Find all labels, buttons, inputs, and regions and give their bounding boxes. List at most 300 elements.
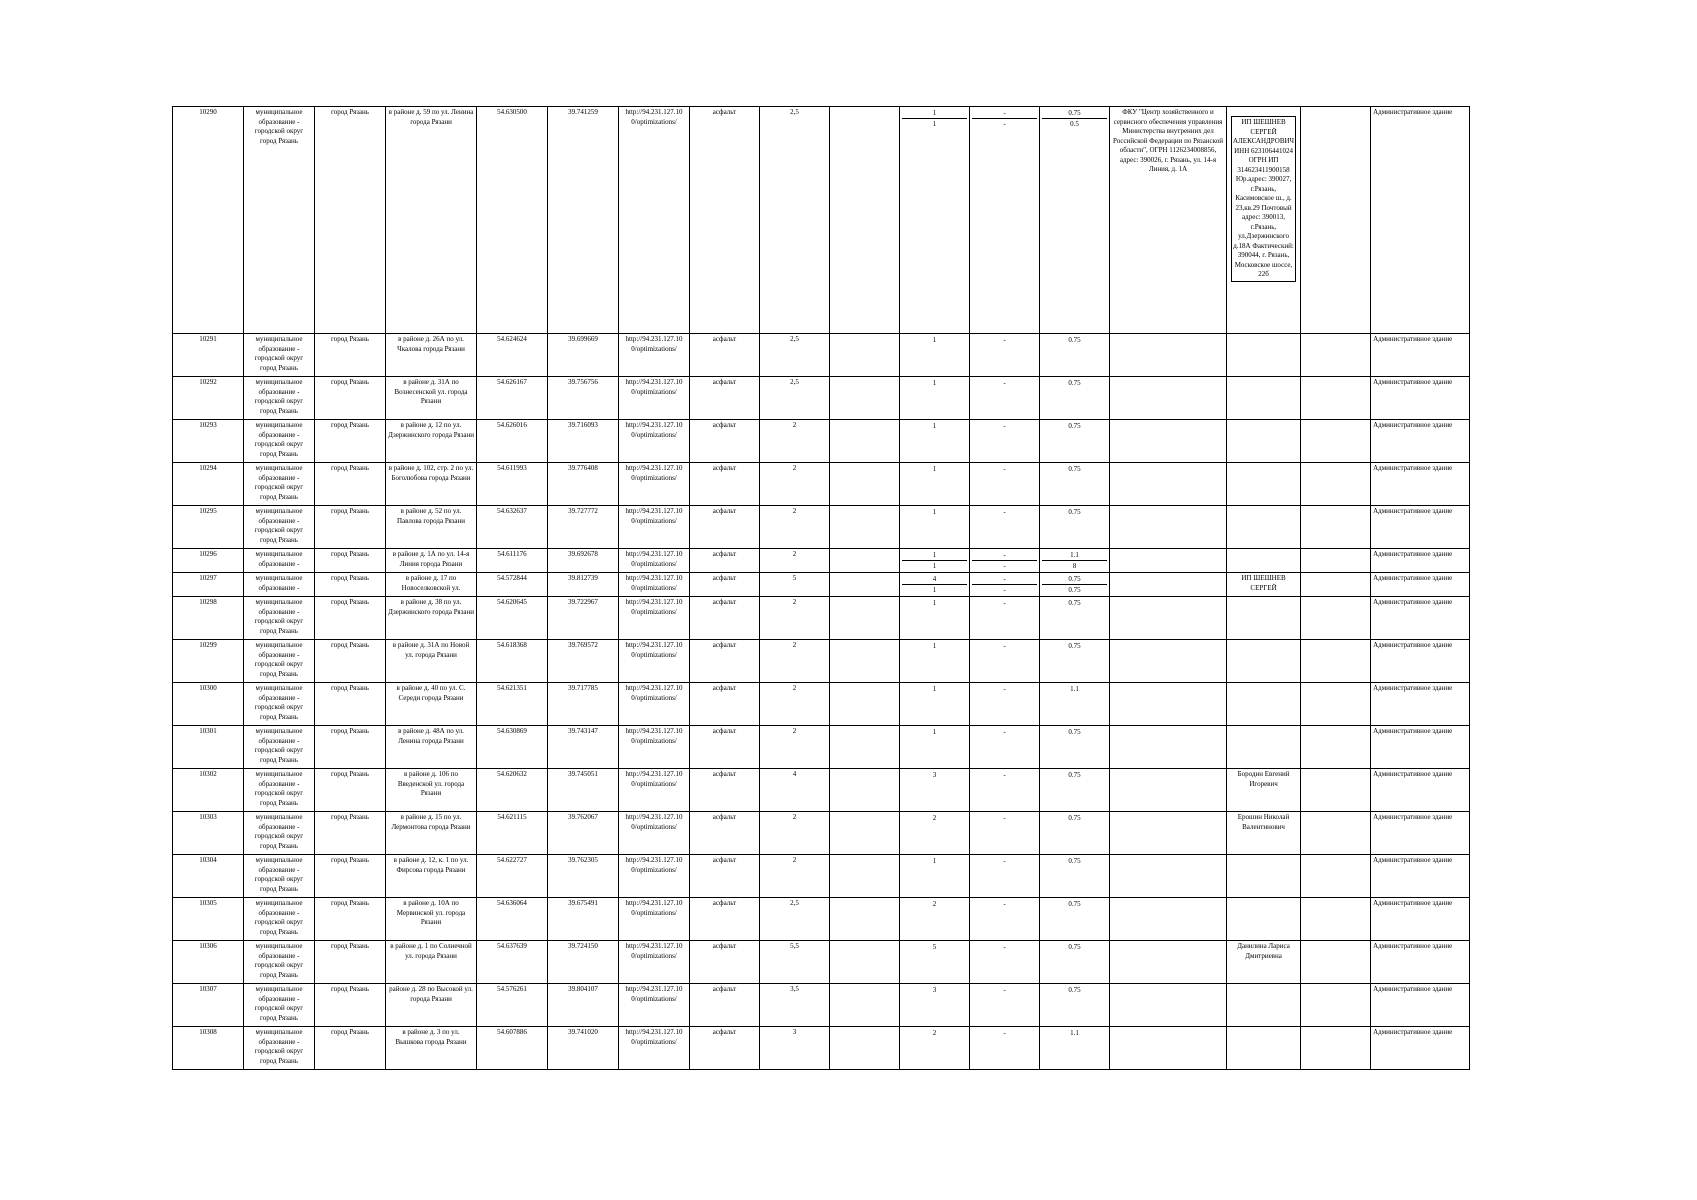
longitude-cell: 39.776408	[548, 463, 619, 506]
source-cell: Административное здание	[1371, 463, 1470, 506]
holder-cell	[1110, 769, 1227, 812]
area-cell: 2	[760, 463, 830, 506]
empty-cell	[830, 941, 900, 984]
address-cell: в районе д. 1 по Солнечной ул. города Рязани	[386, 941, 477, 984]
municipality-cell: муниципальное образование - городской округ город Рязань	[244, 107, 315, 334]
planned-count-cell-value: -	[1003, 857, 1006, 865]
empty-cell	[830, 1027, 900, 1070]
container-count-cell	[900, 463, 970, 506]
row-number: 10293	[173, 420, 244, 463]
container-count-cell-value: 3	[932, 771, 937, 779]
volume-cell	[1040, 420, 1110, 463]
empty-cell	[1301, 812, 1371, 855]
municipality-cell: муниципальное образование - городской округ город Рязань	[244, 463, 315, 506]
address-cell: в районе д. 12 по ул. Дзержинского города Рязани	[386, 420, 477, 463]
planned-count-cell-value: -	[1003, 120, 1006, 128]
empty-cell	[830, 812, 900, 855]
container-count-cell-value: 1	[932, 599, 937, 607]
longitude-cell: 39.717785	[548, 683, 619, 726]
locality-cell: город Рязань	[315, 726, 386, 769]
container-count-cell-value: 4	[902, 574, 967, 585]
empty-cell	[1301, 855, 1371, 898]
row-number: 10302	[173, 769, 244, 812]
empty-cell	[830, 549, 900, 573]
table-row	[173, 941, 1470, 984]
municipality-cell: муниципальное образование - городской округ город Рязань	[244, 506, 315, 549]
empty-cell	[1301, 334, 1371, 377]
longitude-cell: 39.762305	[548, 855, 619, 898]
volume-cell-value: 0.75	[1068, 642, 1081, 650]
holder-cell	[1110, 377, 1227, 420]
table-row	[173, 549, 1470, 573]
surface-cell: асфальт	[690, 597, 760, 640]
map-link-cell: http://94.231.127.10 0/optimizations/	[619, 898, 690, 941]
row-number: 10299	[173, 640, 244, 683]
holder-cell	[1110, 597, 1227, 640]
map-link-cell: http://94.231.127.10 0/optimizations/	[619, 420, 690, 463]
area-cell: 2	[760, 683, 830, 726]
empty-cell	[1301, 984, 1371, 1027]
latitude-cell: 54.622727	[477, 855, 548, 898]
municipality-cell: муниципальное образование - городской округ город Рязань	[244, 377, 315, 420]
area-cell: 2	[760, 506, 830, 549]
source-cell: Административное здание	[1371, 941, 1470, 984]
row-number: 10300	[173, 683, 244, 726]
latitude-cell: 54.632637	[477, 506, 548, 549]
volume-cell	[1040, 640, 1110, 683]
volume-cell-value: 0.75	[1068, 422, 1081, 430]
locality-cell: город Рязань	[315, 597, 386, 640]
empty-cell	[830, 107, 900, 334]
locality-cell: город Рязань	[315, 506, 386, 549]
area-cell: 3,5	[760, 984, 830, 1027]
holder-cell	[1110, 898, 1227, 941]
surface-cell: асфальт	[690, 769, 760, 812]
locality-cell: город Рязань	[315, 1027, 386, 1070]
planned-count-cell	[970, 855, 1040, 898]
operator-cell	[1227, 463, 1301, 506]
container-count-cell-value: 1	[932, 728, 937, 736]
source-cell: Административное здание	[1371, 597, 1470, 640]
table-row	[173, 107, 1470, 334]
planned-count-cell	[970, 377, 1040, 420]
empty-cell	[1301, 377, 1371, 420]
municipality-cell: муниципальное образование - городской округ город Рязань	[244, 984, 315, 1027]
volume-cell-value: 0.75	[1068, 379, 1081, 387]
operator-cell	[1227, 1027, 1301, 1070]
planned-count-cell-value: -	[1003, 599, 1006, 607]
surface-cell: асфальт	[690, 549, 760, 573]
address-cell: в районе д. 3 по ул. Вышкова города Рязани	[386, 1027, 477, 1070]
operator-cell	[1227, 377, 1301, 420]
empty-cell	[830, 506, 900, 549]
planned-count-cell-value: -	[1003, 642, 1006, 650]
latitude-cell: 54.626016	[477, 420, 548, 463]
locality-cell: город Рязань	[315, 334, 386, 377]
latitude-cell: 54.626167	[477, 377, 548, 420]
address-cell: районе д. 28 по Высокой ул. города Рязани	[386, 984, 477, 1027]
area-cell: 5,5	[760, 941, 830, 984]
map-link-cell: http://94.231.127.10 0/optimizations/	[619, 941, 690, 984]
planned-count-cell	[970, 420, 1040, 463]
map-link-cell: http://94.231.127.10 0/optimizations/	[619, 984, 690, 1027]
container-count-cell-value: 1	[932, 422, 937, 430]
planned-count-cell-value: -	[972, 550, 1037, 561]
planned-count-cell-value: -	[1003, 336, 1006, 344]
map-link-cell: http://94.231.127.10 0/optimizations/	[619, 549, 690, 573]
longitude-cell: 39.743147	[548, 726, 619, 769]
empty-cell	[830, 683, 900, 726]
locality-cell: город Рязань	[315, 463, 386, 506]
source-cell: Административное здание	[1371, 984, 1470, 1027]
municipality-cell: муниципальное образование - городской округ город Рязань	[244, 898, 315, 941]
planned-count-cell-value: -	[972, 108, 1037, 119]
address-cell: в районе д. 26А по ул. Чкалова города Рязани	[386, 334, 477, 377]
source-cell: Административное здание	[1371, 898, 1470, 941]
area-cell: 2,5	[760, 898, 830, 941]
empty-cell	[1301, 597, 1371, 640]
holder-cell	[1110, 984, 1227, 1027]
planned-count-cell-value: -	[1003, 728, 1006, 736]
source-cell: Административное здание	[1371, 573, 1470, 597]
holder-cell	[1110, 463, 1227, 506]
table-row	[173, 463, 1470, 506]
longitude-cell: 39.769572	[548, 640, 619, 683]
planned-count-cell-value: -	[1003, 900, 1006, 908]
volume-cell	[1040, 941, 1110, 984]
municipality-cell: муниципальное образование - городской округ город Рязань	[244, 855, 315, 898]
municipality-cell: муниципальное образование - городской округ город Рязань	[244, 334, 315, 377]
surface-cell: асфальт	[690, 855, 760, 898]
table-row	[173, 334, 1470, 377]
source-cell: Административное здание	[1371, 726, 1470, 769]
volume-cell	[1040, 573, 1110, 597]
source-cell: Административное здание	[1371, 377, 1470, 420]
volume-cell-value: 0.75	[1068, 336, 1081, 344]
empty-cell	[1301, 1027, 1371, 1070]
area-cell: 5	[760, 573, 830, 597]
empty-cell	[1301, 683, 1371, 726]
container-count-cell	[900, 549, 970, 573]
locality-cell: город Рязань	[315, 420, 386, 463]
planned-count-cell	[970, 898, 1040, 941]
surface-cell: асфальт	[690, 898, 760, 941]
surface-cell: асфальт	[690, 506, 760, 549]
surface-cell: асфальт	[690, 377, 760, 420]
volume-cell-value: 0.75	[1068, 857, 1081, 865]
table-row	[173, 812, 1470, 855]
row-number: 10308	[173, 1027, 244, 1070]
longitude-cell: 39.745051	[548, 769, 619, 812]
empty-cell	[830, 573, 900, 597]
address-cell: в районе д. 48А по ул. Ленина города Рязани	[386, 726, 477, 769]
address-cell: в районе д. 59 по ул. Ленина города Рязани	[386, 107, 477, 334]
table-row	[173, 683, 1470, 726]
empty-cell	[1301, 506, 1371, 549]
operator-cell	[1227, 898, 1301, 941]
map-link-cell: http://94.231.127.10 0/optimizations/	[619, 463, 690, 506]
empty-cell	[1301, 941, 1371, 984]
volume-cell-value: 0.75	[1068, 728, 1081, 736]
latitude-cell: 54.572844	[477, 573, 548, 597]
area-cell: 2	[760, 420, 830, 463]
latitude-cell: 54.611176	[477, 549, 548, 573]
municipality-cell: муниципальное образование - городской округ город Рязань	[244, 769, 315, 812]
volume-cell-value: 0.75	[1068, 986, 1081, 994]
empty-cell	[1301, 726, 1371, 769]
volume-cell-value: 1.1	[1070, 1029, 1079, 1037]
planned-count-cell-value: -	[1003, 508, 1006, 516]
planned-count-cell	[970, 573, 1040, 597]
row-number: 10305	[173, 898, 244, 941]
locality-cell: город Рязань	[315, 941, 386, 984]
municipality-cell: муниципальное образование - городской округ город Рязань	[244, 726, 315, 769]
surface-cell: асфальт	[690, 941, 760, 984]
empty-cell	[1301, 107, 1371, 334]
table-row	[173, 573, 1470, 597]
source-cell: Административное здание	[1371, 1027, 1470, 1070]
municipality-cell: муниципальное образование - городской округ город Рязань	[244, 941, 315, 984]
row-number: 10297	[173, 573, 244, 597]
volume-cell-value: 1.1	[1070, 685, 1079, 693]
operator-cell	[1227, 506, 1301, 549]
holder-cell	[1110, 573, 1227, 597]
volume-cell	[1040, 506, 1110, 549]
address-cell: в районе д. 40 по ул. С. Середи города Рязани	[386, 683, 477, 726]
operator-text: Бородин Евгений Игоревич	[1237, 770, 1290, 788]
row-number: 10306	[173, 941, 244, 984]
planned-count-cell-value: -	[1003, 586, 1006, 594]
container-count-cell	[900, 573, 970, 597]
empty-cell	[830, 726, 900, 769]
map-link-cell: http://94.231.127.10 0/optimizations/	[619, 726, 690, 769]
longitude-cell: 39.724150	[548, 941, 619, 984]
table-row	[173, 984, 1470, 1027]
locality-cell: город Рязань	[315, 549, 386, 573]
operator-text: Данилина Лариса Дмитриевна	[1237, 942, 1290, 960]
planned-count-cell	[970, 984, 1040, 1027]
empty-cell	[830, 769, 900, 812]
source-cell: Административное здание	[1371, 420, 1470, 463]
planned-count-cell-value: -	[1003, 943, 1006, 951]
row-number: 10295	[173, 506, 244, 549]
container-count-cell	[900, 812, 970, 855]
latitude-cell: 54.621351	[477, 683, 548, 726]
volume-cell-value: 0.75	[1068, 586, 1081, 594]
container-count-cell	[900, 420, 970, 463]
container-count-cell-value: 3	[932, 986, 937, 994]
latitude-cell: 54.636064	[477, 898, 548, 941]
longitude-cell: 39.756756	[548, 377, 619, 420]
container-count-cell-value: 1	[932, 562, 937, 570]
longitude-cell: 39.804107	[548, 984, 619, 1027]
area-cell: 2	[760, 597, 830, 640]
address-cell: в районе д. 12, к. 1 по ул. Фирсова города Рязани	[386, 855, 477, 898]
row-number: 10304	[173, 855, 244, 898]
volume-cell	[1040, 549, 1110, 573]
operator-cell	[1227, 941, 1301, 984]
planned-count-cell	[970, 334, 1040, 377]
locality-cell: город Рязань	[315, 984, 386, 1027]
table-row	[173, 726, 1470, 769]
map-link-cell: http://94.231.127.10 0/optimizations/	[619, 1027, 690, 1070]
longitude-cell: 39.762067	[548, 812, 619, 855]
area-cell: 2,5	[760, 107, 830, 334]
holder-cell	[1110, 812, 1227, 855]
container-count-cell-value: 5	[932, 943, 937, 951]
container-count-cell	[900, 898, 970, 941]
latitude-cell: 54.607886	[477, 1027, 548, 1070]
table-row	[173, 597, 1470, 640]
empty-cell	[1301, 549, 1371, 573]
municipality-cell: муниципальное образование -	[244, 549, 315, 573]
container-count-cell	[900, 769, 970, 812]
table-row	[173, 420, 1470, 463]
longitude-cell: 39.692678	[548, 549, 619, 573]
volume-cell	[1040, 769, 1110, 812]
planned-count-cell-value: -	[972, 574, 1037, 585]
operator-cell	[1227, 812, 1301, 855]
area-cell: 2,5	[760, 377, 830, 420]
empty-cell	[1301, 420, 1371, 463]
address-cell: в районе д. 31А по Вознесенской ул. города Рязани	[386, 377, 477, 420]
operator-cell	[1227, 420, 1301, 463]
container-count-cell-value: 2	[932, 814, 937, 822]
source-cell: Административное здание	[1371, 506, 1470, 549]
operator-cell	[1227, 769, 1301, 812]
latitude-cell: 54.620645	[477, 597, 548, 640]
surface-cell: асфальт	[690, 640, 760, 683]
municipality-cell: муниципальное образование - городской округ город Рязань	[244, 420, 315, 463]
source-cell: Административное здание	[1371, 549, 1470, 573]
container-count-cell	[900, 597, 970, 640]
table-row	[173, 640, 1470, 683]
planned-count-cell	[970, 812, 1040, 855]
table-row	[173, 377, 1470, 420]
longitude-cell: 39.722967	[548, 597, 619, 640]
holder-cell	[1110, 549, 1227, 573]
container-count-cell	[900, 984, 970, 1027]
longitude-cell: 39.716093	[548, 420, 619, 463]
operator-text: Ерошин Николай Валентинович	[1237, 813, 1290, 831]
area-cell: 2	[760, 640, 830, 683]
volume-cell-value: 0.5	[1070, 120, 1079, 128]
table-row	[173, 855, 1470, 898]
planned-count-cell	[970, 683, 1040, 726]
address-cell: в районе д. 106 по Введенской ул. города Рязани	[386, 769, 477, 812]
area-cell: 3	[760, 1027, 830, 1070]
volume-cell-value: 0.75	[1068, 465, 1081, 473]
container-count-cell-value: 2	[932, 900, 937, 908]
latitude-cell: 54.611993	[477, 463, 548, 506]
planned-count-cell	[970, 1027, 1040, 1070]
longitude-cell: 39.675491	[548, 898, 619, 941]
row-number: 10291	[173, 334, 244, 377]
volume-cell	[1040, 107, 1110, 334]
surface-cell: асфальт	[690, 573, 760, 597]
surface-cell: асфальт	[690, 812, 760, 855]
area-cell: 2	[760, 549, 830, 573]
surface-cell: асфальт	[690, 683, 760, 726]
planned-count-cell	[970, 549, 1040, 573]
operator-cell	[1227, 573, 1301, 597]
operator-text: ИП ШЕШНЕВ СЕРГЕЙ АЛЕКСАНДРОВИЧ ИНН 623106441024 ОГРН ИП 314623411900158 Юр.адрес: 390027, г.Рязань, Касимовское ш., д. 23,кв.29 Почтовый адрес: 390013, г.Рязань, ул.Дзержинского д.18А Фактический: 390044, г. Рязань, Московское шоссе, 22б	[1231, 116, 1296, 282]
planned-count-cell	[970, 941, 1040, 984]
row-number: 10294	[173, 463, 244, 506]
container-count-cell	[900, 640, 970, 683]
volume-cell	[1040, 812, 1110, 855]
holder-cell	[1110, 726, 1227, 769]
container-count-cell-value: 1	[932, 857, 937, 865]
surface-cell: асфальт	[690, 1027, 760, 1070]
latitude-cell: 54.620632	[477, 769, 548, 812]
surface-cell: асфальт	[690, 463, 760, 506]
planned-count-cell	[970, 640, 1040, 683]
municipality-cell: муниципальное образование -	[244, 573, 315, 597]
locality-cell: город Рязань	[315, 640, 386, 683]
operator-cell	[1227, 984, 1301, 1027]
volume-cell-value: 0.75	[1068, 900, 1081, 908]
map-link-cell: http://94.231.127.10 0/optimizations/	[619, 377, 690, 420]
surface-cell: асфальт	[690, 726, 760, 769]
container-count-cell	[900, 726, 970, 769]
table-row	[173, 898, 1470, 941]
planned-count-cell	[970, 769, 1040, 812]
row-number: 10307	[173, 984, 244, 1027]
source-cell: Административное здание	[1371, 640, 1470, 683]
latitude-cell: 54.576261	[477, 984, 548, 1027]
longitude-cell: 39.727772	[548, 506, 619, 549]
volume-cell-value: 1.1	[1042, 550, 1107, 561]
address-cell: в районе д. 31А по Новой ул. города Рязани	[386, 640, 477, 683]
container-count-cell-value: 1	[932, 685, 937, 693]
planned-count-cell-value: -	[1003, 685, 1006, 693]
operator-text: ИП ШЕШНЕВ СЕРГЕЙ	[1241, 574, 1286, 592]
container-count-cell-value: 1	[932, 642, 937, 650]
row-number: 10303	[173, 812, 244, 855]
row-number: 10298	[173, 597, 244, 640]
volume-cell-value: 0.75	[1068, 943, 1081, 951]
volume-cell-value: 0.75	[1042, 574, 1107, 585]
municipality-cell: муниципальное образование - городской округ город Рязань	[244, 683, 315, 726]
planned-count-cell-value: -	[1003, 562, 1006, 570]
container-count-cell	[900, 107, 970, 334]
locality-cell: город Рязань	[315, 769, 386, 812]
empty-cell	[830, 855, 900, 898]
locality-cell: город Рязань	[315, 377, 386, 420]
address-cell: в районе д. 38 по ул. Дзержинского города Рязани	[386, 597, 477, 640]
latitude-cell: 54.624624	[477, 334, 548, 377]
empty-cell	[830, 640, 900, 683]
empty-cell	[1301, 769, 1371, 812]
holder-cell	[1110, 640, 1227, 683]
empty-cell	[1301, 898, 1371, 941]
operator-cell	[1227, 726, 1301, 769]
municipality-cell: муниципальное образование - городской округ город Рязань	[244, 640, 315, 683]
table-row	[173, 769, 1470, 812]
map-link-cell: http://94.231.127.10 0/optimizations/	[619, 573, 690, 597]
municipality-cell: муниципальное образование - городской округ город Рязань	[244, 597, 315, 640]
locality-cell: город Рязань	[315, 573, 386, 597]
empty-cell	[830, 898, 900, 941]
latitude-cell: 54.621115	[477, 812, 548, 855]
map-link-cell: http://94.231.127.10 0/optimizations/	[619, 640, 690, 683]
holder-cell	[1110, 420, 1227, 463]
volume-cell	[1040, 377, 1110, 420]
volume-cell-value: 0.75	[1068, 771, 1081, 779]
municipality-cell: муниципальное образование - городской округ город Рязань	[244, 1027, 315, 1070]
holder-cell: ФКУ "Центр хозяйственного и сервисного обеспечения управления Министерства внутренних дел Российской Федерации по Рязанской области", ОГРН 1126234008856, адрес: 390026, г. Рязань, ул. 14-я Линия, д. 1А	[1110, 107, 1227, 334]
